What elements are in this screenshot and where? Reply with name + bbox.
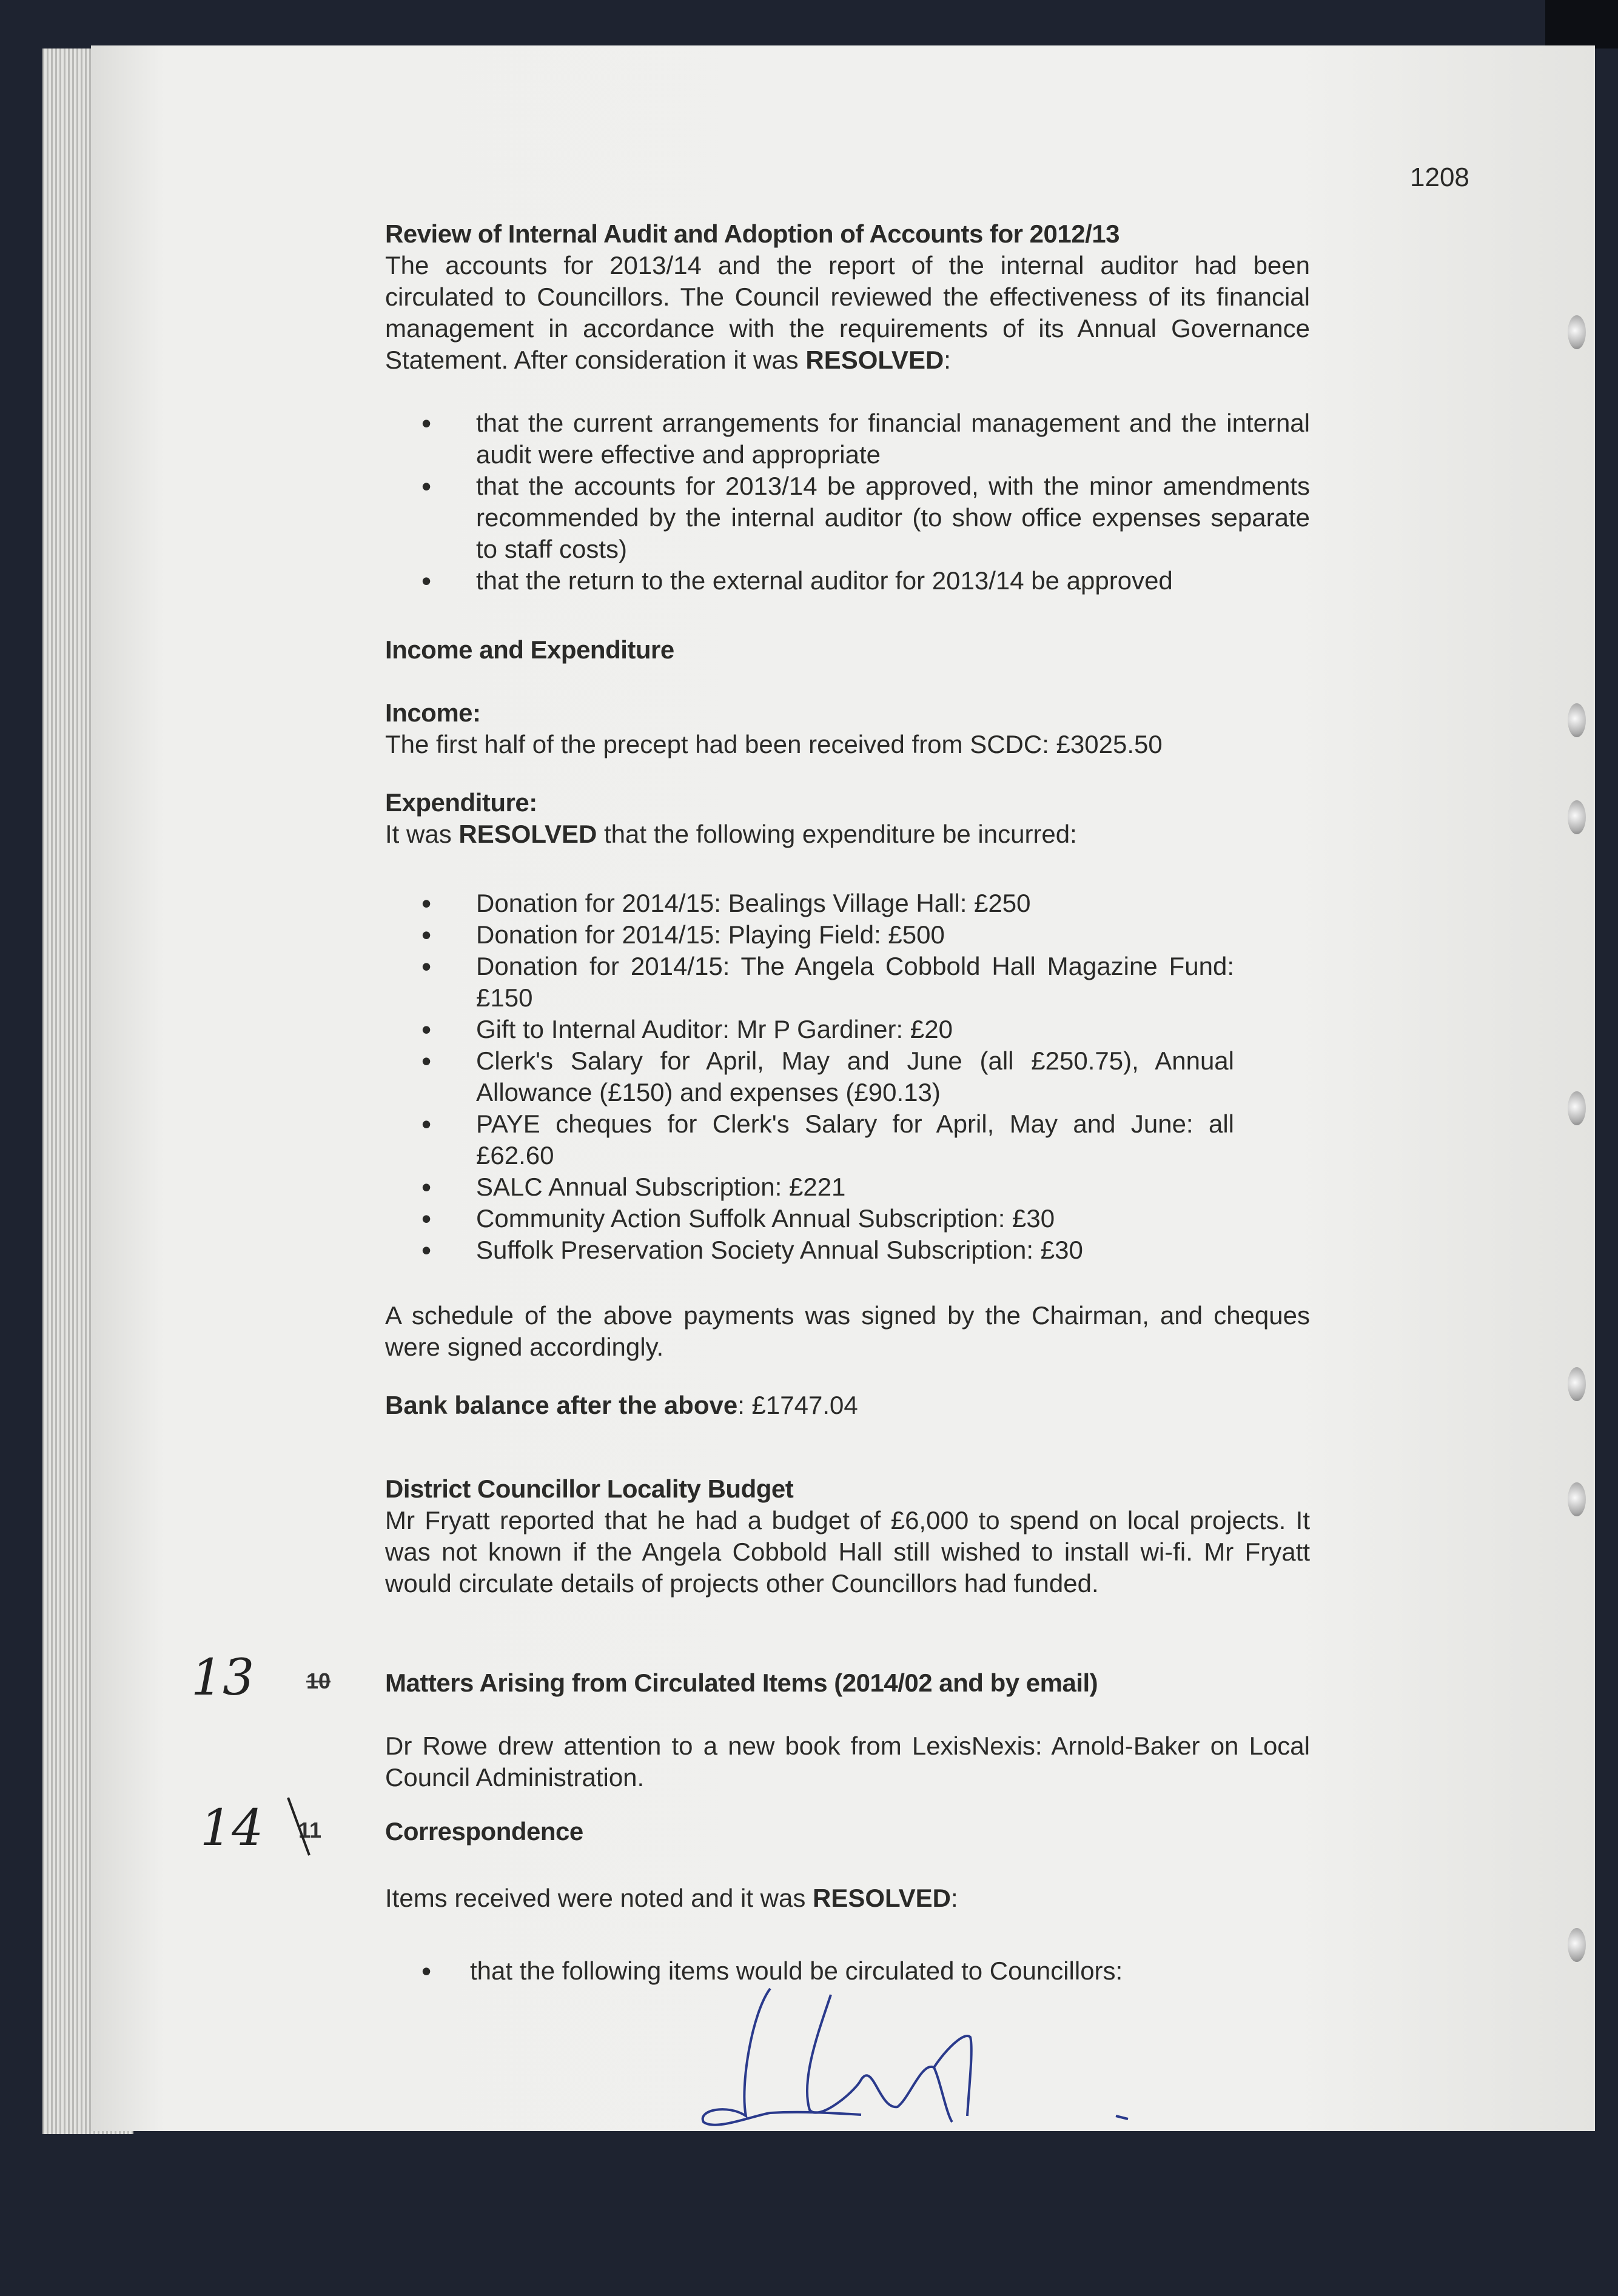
section-heading: Correspondence xyxy=(385,1817,583,1846)
handwritten-item-number: 13 xyxy=(191,1649,255,1707)
page-number: 1208 xyxy=(1410,162,1469,192)
locality-section xyxy=(385,1473,1310,1599)
audit-paragraph xyxy=(385,250,1310,376)
paragraph-text: The accounts for 2013/14 and the report of the internal auditor had been circulated to Councillors. The Council reviewed the effectiveness of its financial management in accordance with the requirements of its Annual Governance Statement. After consideration it was xyxy=(385,251,1310,374)
locality-paragraph: Mr Fryatt reported that he had a budget of £6,000 to spend on local projects. It was not known if the Angela Cobbold Hall still wished to install wi-fi. Mr Fryatt would circulate details of projects other Councillors had funded. xyxy=(385,1506,1310,1598)
matters-paragraph: Dr Rowe drew attention to a new book from LexisNexis: Arnold-Baker on Local Council Administration. xyxy=(385,1732,1310,1792)
list-item: • Donation for 2014/15: Bealings Village Hall: £250 xyxy=(385,888,1234,919)
finance-section xyxy=(385,634,1310,1421)
list-item: • Suffolk Preservation Society Annual Subscription: £30 xyxy=(385,1234,1234,1266)
colon: : xyxy=(950,1884,958,1912)
income-text: The first half of the precept had been received from SCDC: £3025.50 xyxy=(385,730,1163,758)
section-heading: District Councillor Locality Budget xyxy=(385,1474,794,1503)
list-item: • Community Action Suffolk Annual Subscription: £30 xyxy=(385,1203,1234,1234)
binder-ring xyxy=(1568,1367,1586,1401)
schedule-text: A schedule of the above payments was signed by the Chairman, and cheques were signed accordingly. xyxy=(385,1301,1310,1361)
binder-ring xyxy=(1568,1928,1586,1962)
audit-section xyxy=(385,218,1310,597)
section-heading: Matters Arising from Circulated Items (2014/02 and by email) xyxy=(385,1668,1098,1697)
list-item: • SALC Annual Subscription: £221 xyxy=(385,1171,1234,1203)
dark-corner xyxy=(1545,0,1618,49)
correspondence-section xyxy=(385,1816,1310,1987)
struck-item-number: 11 xyxy=(298,1818,322,1842)
income-label: Income: xyxy=(385,698,481,727)
list-item: • Donation for 2014/15: The Angela Cobbold Hall Magazine Fund: £150 xyxy=(385,951,1234,1014)
handwritten-item-number: 14 xyxy=(200,1799,264,1857)
signature xyxy=(679,1976,1286,2134)
bank-label: Bank balance after the above xyxy=(385,1391,738,1419)
binder-ring xyxy=(1568,800,1586,834)
binder-ring xyxy=(1568,1091,1586,1125)
text: Items received were noted and it was xyxy=(385,1884,806,1912)
list-item: • PAYE cheques for Clerk's Salary for April, May and June: all £62.60 xyxy=(385,1108,1234,1171)
list-item: • that the current arrangements for financial management and the internal audit were effective and appropriate xyxy=(385,407,1310,470)
list-item: • Clerk's Salary for April, May and June (all £250.75), Annual Allowance (£150) and expenses (£90.13) xyxy=(385,1045,1234,1108)
matters-section xyxy=(385,1667,1310,1793)
list-item: • that the accounts for 2013/14 be approved, with the minor amendments recommended by the internal auditor (to show office expenses separate to staff costs) xyxy=(385,470,1310,565)
strike-mark xyxy=(285,1795,321,1861)
expenditure-label: Expenditure: xyxy=(385,788,537,817)
text: that the following expenditure be incurred: xyxy=(603,820,1077,848)
bank-balance xyxy=(385,1390,1310,1421)
list-item: • Donation for 2014/15: Playing Field: £500 xyxy=(385,919,1234,951)
expenditure-list xyxy=(385,888,1234,1266)
section-heading: Review of Internal Audit and Adoption of Accounts for 2012/13 xyxy=(385,219,1120,248)
list-item: • that the following items would be circulated to Councillors: xyxy=(385,1955,1310,1987)
bank-value: : £1747.04 xyxy=(737,1391,858,1419)
resolved-label: RESOLVED xyxy=(458,820,597,848)
text: It was xyxy=(385,820,452,848)
resolved-label: RESOLVED xyxy=(813,1884,951,1912)
resolution-list xyxy=(385,407,1310,597)
section-heading: Income and Expenditure xyxy=(385,635,674,664)
struck-item-number: 10 xyxy=(306,1668,331,1693)
colon: : xyxy=(944,346,951,374)
binder-ring xyxy=(1568,315,1586,349)
expenditure-intro xyxy=(385,818,1310,850)
binder-ring xyxy=(1568,1482,1586,1516)
correspondence-intro xyxy=(385,1883,1310,1914)
list-item: • that the return to the external auditor for 2013/14 be approved xyxy=(385,565,1310,597)
resolved-label: RESOLVED xyxy=(805,346,944,374)
list-item: • Gift to Internal Auditor: Mr P Gardiner: £20 xyxy=(385,1014,1234,1045)
binder-ring xyxy=(1568,703,1586,737)
